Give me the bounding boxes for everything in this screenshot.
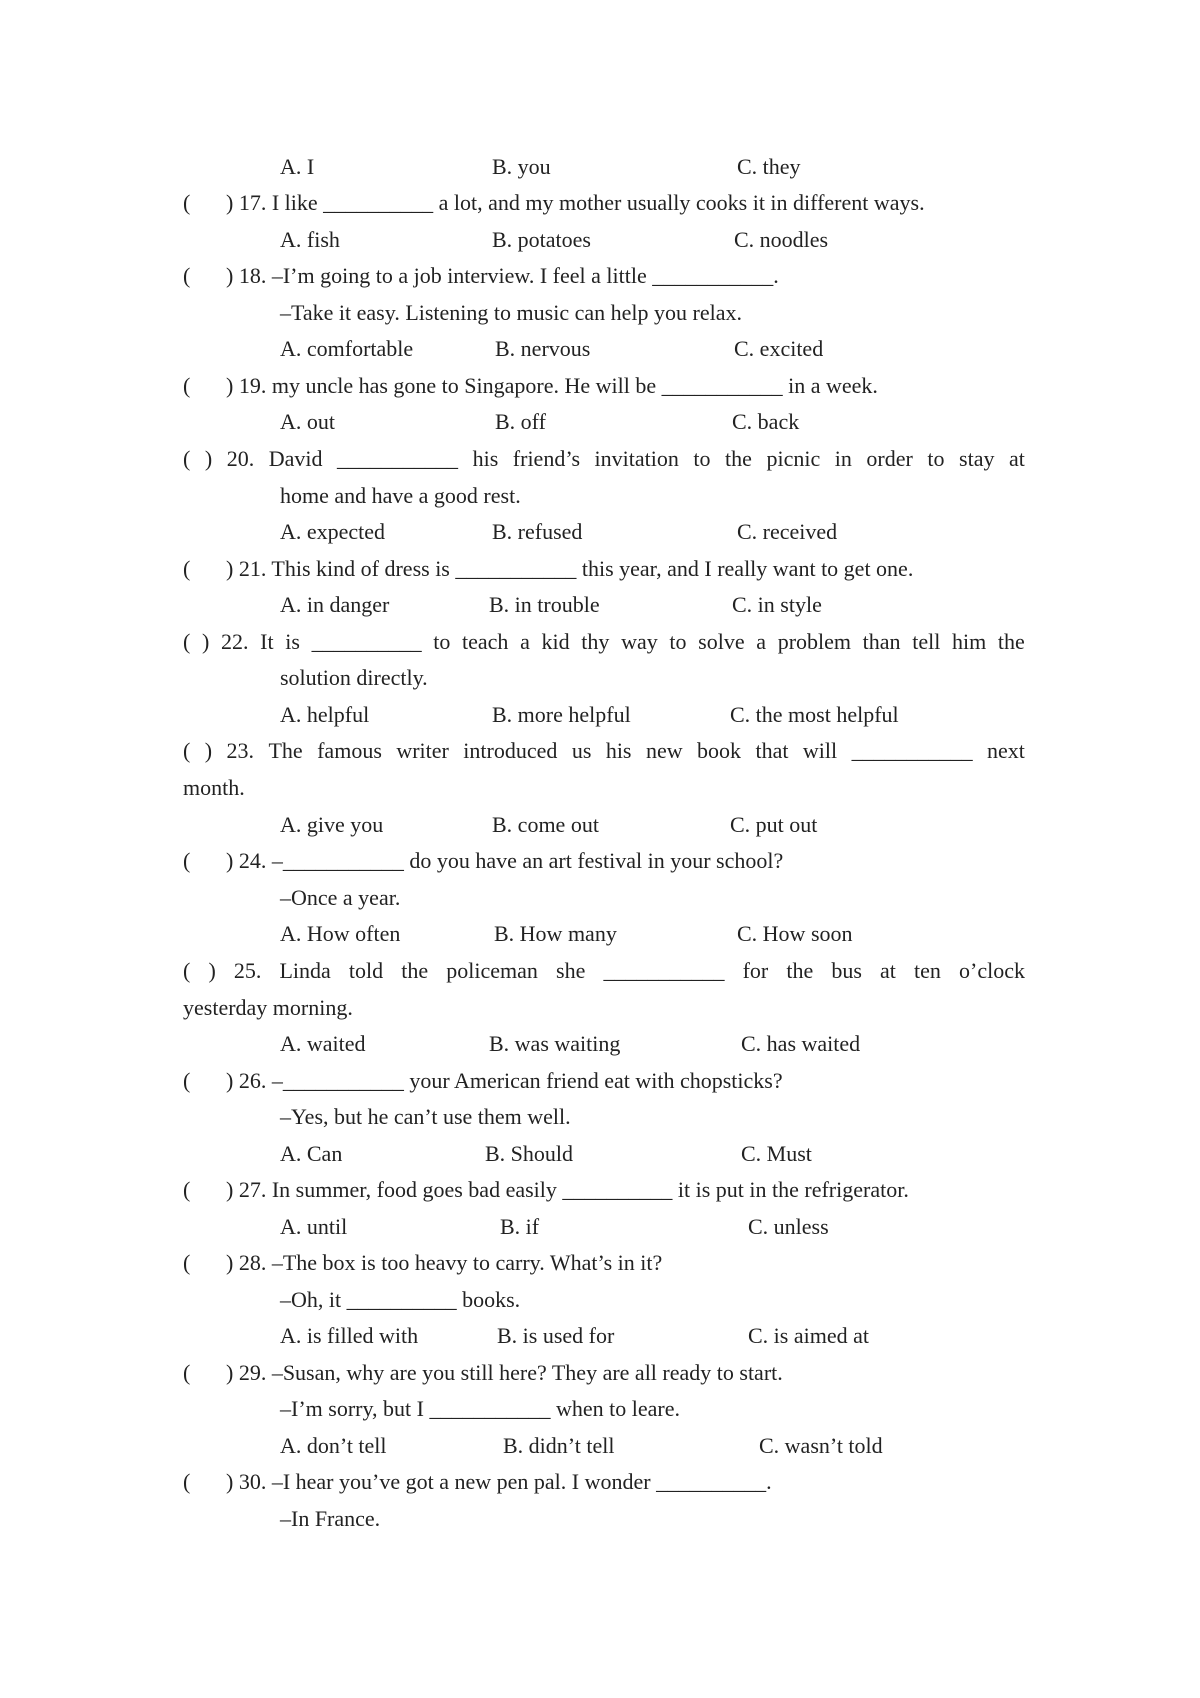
q22-word: him (951, 629, 987, 654)
question-25 (183, 957, 1025, 985)
q20-word: ) (204, 446, 213, 471)
q25-word: bus (831, 958, 862, 983)
option-b: B. you (492, 154, 551, 179)
q23-word: us (571, 738, 592, 763)
answer-paren: ( (183, 373, 191, 398)
q29-option-c: C. wasn’t told (759, 1433, 883, 1458)
q21-option-a: A. in danger (280, 592, 390, 617)
q25-word: ) (208, 958, 216, 983)
q18-option-b: B. nervous (495, 336, 591, 361)
q28-option-b: B. is used for (497, 1323, 615, 1348)
answer-paren: ( (183, 1250, 191, 1275)
q22-word: kid (541, 629, 570, 654)
q20-word: at (1009, 446, 1025, 471)
q19-option-c: C. back (732, 409, 800, 434)
q25-word: the (401, 958, 429, 983)
question-30: ) 30. –I hear you’ve got a new pen pal. I wonder __________. (226, 1469, 772, 1494)
q28-option-c: C. is aimed at (748, 1323, 869, 1348)
q20-word: ( (183, 446, 191, 471)
q22-option-a: A. helpful (280, 702, 370, 727)
q26-option-c: C. Must (741, 1141, 812, 1166)
q22-blank: __________ (311, 629, 422, 654)
q22-word: a (756, 629, 767, 654)
q23-word: that (755, 738, 789, 763)
question-19: ) 19. my uncle has gone to Singapore. He will be ___________ in a week. (226, 373, 878, 398)
answer-paren: ( (183, 1177, 191, 1202)
q24-option-a: A. How often (280, 921, 401, 946)
q23-blank: ___________ (851, 738, 973, 763)
q20-option-b: B. refused (492, 519, 583, 544)
q17-option-b: B. potatoes (492, 227, 591, 252)
q22-word: thy (581, 629, 610, 654)
q23-word: ) (204, 738, 213, 763)
q23-word: will (802, 738, 838, 763)
question-20 (183, 445, 1025, 473)
q22-option-b: B. more helpful (492, 702, 631, 727)
answer-paren: ( (183, 1469, 191, 1494)
option-a: A. I (280, 154, 315, 179)
answer-paren: ( (183, 556, 191, 581)
q20-word: to (927, 446, 945, 471)
q25-word: 25. (233, 958, 262, 983)
q20-option-a: A. expected (280, 519, 386, 544)
q18-reply: –Take it easy. Listening to music can help you relax. (280, 300, 742, 325)
q20-word: picnic (766, 446, 821, 471)
q29-option-a: A. don’t tell (280, 1433, 387, 1458)
q22-word: ( (183, 629, 191, 654)
q20-word: friend’s (512, 446, 580, 471)
q22-word: solve (698, 629, 745, 654)
q22-word: ) (201, 629, 210, 654)
q25-word: o’clock (959, 958, 1025, 983)
q27-option-c: C. unless (748, 1214, 829, 1239)
q23-word: ( (183, 738, 191, 763)
q22-word: than (862, 629, 901, 654)
q23-word: his (605, 738, 632, 763)
q22-word: teach (462, 629, 509, 654)
q27-option-b: B. if (500, 1214, 540, 1239)
q23-word: book (697, 738, 742, 763)
answer-paren: ( (183, 1360, 191, 1385)
question-29: ) 29. –Susan, why are you still here? They are all ready to start. (226, 1360, 783, 1385)
q20-line2: home and have a good rest. (280, 483, 521, 508)
question-28: ) 28. –The box is too heavy to carry. What’s in it? (226, 1250, 663, 1275)
question-27: ) 27. In summer, food goes bad easily __________ it is put in the refrigerator. (226, 1177, 909, 1202)
q22-word: a (520, 629, 530, 654)
question-21: ) 21. This kind of dress is ___________ this year, and I really want to get one. (226, 556, 914, 581)
question-17: ) 17. I like __________ a lot, and my mother usually cooks it in different ways. (226, 190, 925, 215)
q23-option-b: B. come out (492, 812, 599, 837)
q20-word: David (268, 446, 323, 471)
q22-word: the (997, 629, 1025, 654)
answer-paren: ( (183, 190, 191, 215)
q23-option-c: C. put out (730, 812, 818, 837)
q28-option-a: A. is filled with (280, 1323, 419, 1348)
q25-line2: yesterday morning. (183, 995, 353, 1020)
q17-option-a: A. fish (280, 227, 340, 252)
q22-word: tell (912, 629, 941, 654)
q25-word: the (786, 958, 814, 983)
question-24: ) 24. –___________ do you have an art festival in your school? (226, 848, 784, 873)
q29-reply: –I’m sorry, but I ___________ when to leare. (280, 1396, 680, 1421)
q26-option-b: B. Should (485, 1141, 574, 1166)
q20-word: to (693, 446, 711, 471)
q30-reply: –In France. (280, 1506, 381, 1531)
question-22 (183, 628, 1025, 656)
q19-option-b: B. off (495, 409, 546, 434)
answer-paren: ( (183, 263, 191, 288)
q24-option-b: B. How many (494, 921, 617, 946)
q23-word: The (268, 738, 303, 763)
q26-option-a: A. Can (280, 1141, 343, 1166)
q20-word: in (834, 446, 852, 471)
q28-reply: –Oh, it __________ books. (280, 1287, 521, 1312)
q25-option-c: C. has waited (741, 1031, 861, 1056)
answer-paren: ( (183, 848, 191, 873)
q21-option-c: C. in style (732, 592, 822, 617)
q25-word: told (348, 958, 384, 983)
q25-word: she (556, 958, 586, 983)
q20-option-c: C. received (737, 519, 838, 544)
q23-word: next (987, 738, 1025, 763)
q25-option-a: A. waited (280, 1031, 366, 1056)
q19-option-a: A. out (280, 409, 335, 434)
q22-word: to (669, 629, 687, 654)
answer-paren: ( (183, 1068, 191, 1093)
option-c: C. they (737, 154, 801, 179)
q22-word: is (285, 629, 300, 654)
q20-word: his (472, 446, 499, 471)
q23-word: new (645, 738, 683, 763)
q20-word: order (866, 446, 913, 471)
q25-word: at (880, 958, 896, 983)
q22-word: 22. (220, 629, 249, 654)
q25-word: ( (183, 958, 191, 983)
q24-option-c: C. How soon (737, 921, 853, 946)
q17-option-c: C. noodles (734, 227, 829, 252)
q20-word: 20. (226, 446, 255, 471)
q23-word: 23. (226, 738, 255, 763)
q22-line2: solution directly. (280, 665, 428, 690)
q25-blank: ___________ (603, 958, 725, 983)
question-23 (183, 737, 1025, 765)
q25-word: policeman (446, 958, 538, 983)
q22-word: problem (777, 629, 852, 654)
q29-option-b: B. didn’t tell (503, 1433, 615, 1458)
q18-option-c: C. excited (734, 336, 824, 361)
q20-word: the (725, 446, 752, 471)
question-18: ) 18. –I’m going to a job interview. I feel a little ___________. (226, 263, 779, 288)
q23-word: introduced (463, 738, 558, 763)
q22-option-c: C. the most helpful (730, 702, 899, 727)
q20-word: invitation (594, 446, 679, 471)
q22-word: way (621, 629, 658, 654)
q22-word: to (433, 629, 451, 654)
q18-option-a: A. comfortable (280, 336, 414, 361)
q23-word: famous (317, 738, 382, 763)
q25-word: Linda (279, 958, 331, 983)
q27-option-a: A. until (280, 1214, 348, 1239)
q20-blank: ___________ (337, 446, 459, 471)
q21-option-b: B. in trouble (489, 592, 600, 617)
q23-line2: month. (183, 775, 245, 800)
q20-word: stay (959, 446, 995, 471)
q22-word: It (260, 629, 274, 654)
q25-word: for (742, 958, 769, 983)
q23-word: writer (396, 738, 449, 763)
q25-option-b: B. was waiting (489, 1031, 621, 1056)
question-26: ) 26. –___________ your American friend eat with chopsticks? (226, 1068, 783, 1093)
q25-word: ten (914, 958, 941, 983)
q24-reply: –Once a year. (280, 885, 401, 910)
q23-option-a: A. give you (280, 812, 384, 837)
q26-reply: –Yes, but he can’t use them well. (280, 1104, 571, 1129)
